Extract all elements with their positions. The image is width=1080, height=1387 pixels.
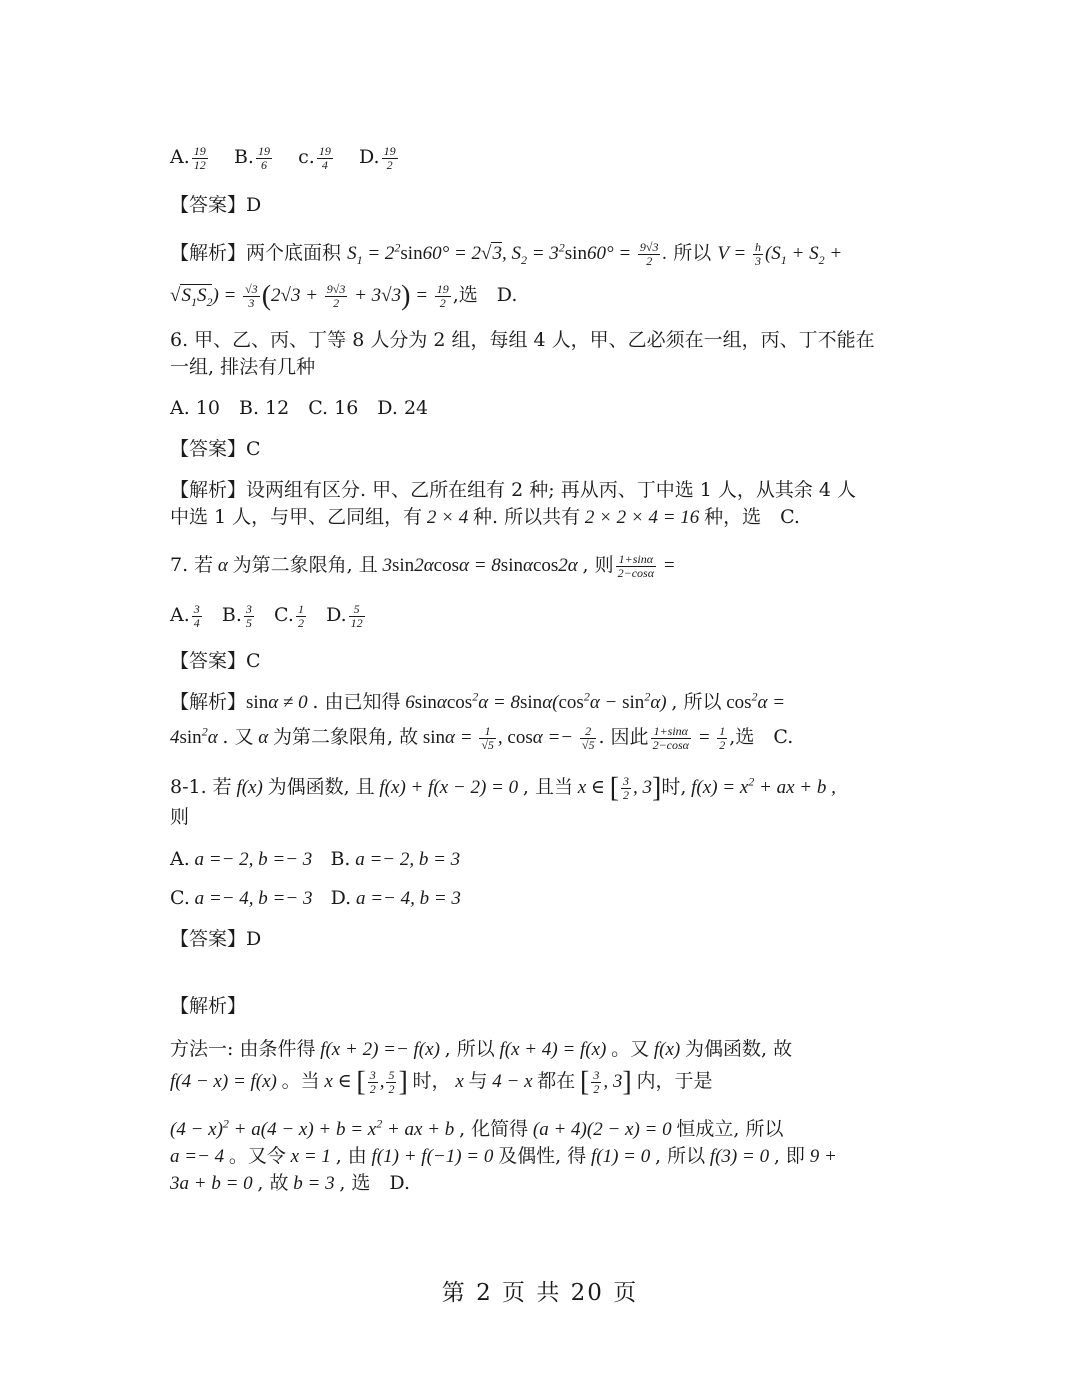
- analysis-text: , 由: [335, 1145, 367, 1167]
- analysis-text: , 故: [257, 1172, 289, 1194]
- stem-text: 为偶函数, 且: [267, 776, 375, 798]
- q5-analysis-line2: $√S_1S_2$) = $\frac{√3}{3}$ (2√3 + $\frac{9√3}{2}$ + 3√3) = $\frac{19}{2}$ ,选 D.: [170, 280, 518, 312]
- q5-option-c-frac: $\frac{19}{4}$: [318, 143, 331, 172]
- analysis-text: , 选 D.: [339, 1172, 411, 1194]
- analysis-text: 。又: [611, 1038, 650, 1060]
- analysis-label: 【解析】: [170, 691, 247, 713]
- q6-stem-line1: 6. 甲、乙、丙、丁等 8 人分为 2 组，每组 4 人，甲、乙必须在一组，丙、丁不能在: [170, 329, 875, 351]
- q8-option-d-label: D.: [330, 887, 352, 909]
- q5-answer: 【答案】D: [170, 194, 262, 216]
- analysis-text: . 又: [222, 726, 254, 748]
- q8-stem-line2: 则: [170, 806, 190, 828]
- analysis-text: , 所以: [671, 691, 722, 713]
- analysis-text: . 由已知得: [312, 691, 401, 713]
- q7-analysis-line2: $4\sin^2\alpha$ . 又 α 为第二象限角, 故 sinα = $\frac{1}{√5}$ , cosα =− $\frac{2}{√5}$ . 因此 $\frac{1+\sin\alpha}{2-\cos\alpha}$ = $\frac{1}{2}$ ,选 C.: [170, 723, 794, 752]
- analysis-text: 都在: [537, 1070, 576, 1092]
- stem-text: 7. 若: [170, 554, 214, 576]
- q5-option-b-frac: $\frac{19}{6}$: [257, 143, 270, 172]
- q8-answer: 【答案】D: [170, 928, 262, 950]
- q7-analysis-line1: 【解析】sinα ≠ 0 . 由已知得 $6\sin\alpha\cos^2\alpha = 8\sin\alpha(\cos^2\alpha - \sin^2\alpha)$ , 所以 $\cos^2\alpha$ =: [170, 689, 786, 713]
- q8-analysis-label: 【解析】: [170, 995, 247, 1017]
- q7-option-c-label: C.: [274, 604, 294, 626]
- q6-stem-line2: 一组, 排法有几种: [170, 356, 316, 378]
- q8-options-cd: C. a =− 4, b =− 3 D. a =− 4, b = 3: [170, 887, 461, 909]
- analysis-label: 【解析】: [170, 242, 247, 264]
- q5-option-c-label: c.: [298, 146, 315, 168]
- analysis-text: . 因此: [598, 726, 649, 748]
- analysis-text: 两个底面积: [246, 242, 342, 264]
- analysis-text: , 化简得: [459, 1118, 529, 1140]
- analysis-text: 。当: [281, 1070, 320, 1092]
- q7-option-a-label: A.: [170, 604, 190, 626]
- analysis-text: 中选 1 人，与甲、乙同组，有: [170, 506, 423, 528]
- q8-analysis-line1: 方法一: 由条件得 f(x + 2) =− f(x) , 所以 f(x + 4) = f(x) 。又 f(x) 为偶函数, 故: [170, 1038, 793, 1060]
- q5-option-a-label: A.: [170, 146, 190, 168]
- q8-stem-line1: 8-1. 若 f(x) 为偶函数, 且 f(x) + f(x − 2) = 0 , 且当 x ∈ [ $\frac{3}{2}$ , 3]时, $f(x) = x^2$ + ax + b ,: [170, 772, 836, 804]
- stem-text: 为第二象限角, 且: [232, 554, 378, 576]
- stem-text: , 且当: [522, 776, 573, 798]
- analysis-text: 及偶性, 得: [498, 1145, 587, 1167]
- analysis-text: 为偶函数, 故: [685, 1038, 793, 1060]
- analysis-text: 种，选 C.: [704, 506, 800, 528]
- q8-analysis-line3: $(4 - x)^2 + a(4 - x) + b = x^2$ + ax + b , 化简得 (a + 4)(2 − x) = 0 恒成立, 所以: [170, 1116, 784, 1140]
- stem-text: 时,: [661, 776, 687, 798]
- q8-option-c-label: C.: [170, 887, 190, 909]
- analysis-text: ,选 D.: [452, 284, 518, 306]
- analysis-text: ,选 C.: [729, 726, 794, 748]
- analysis-text: , 所以: [444, 1038, 495, 1060]
- analysis-text: , 所以: [654, 1145, 706, 1167]
- page-footer: 第 2 页 共 20 页: [441, 1280, 639, 1306]
- analysis-text: 恒成立, 所以: [676, 1118, 784, 1140]
- q8-analysis-line4: a =− 4 。又令 x = 1 , 由 f(1) + f(−1) = 0 及偶性, 得 f(1) = 0 , 所以 f(3) = 0 , 即 9 +: [170, 1145, 837, 1167]
- analysis-text: 内，于是: [636, 1070, 713, 1092]
- q5-analysis-line1: 【解析】两个底面积 $S_1 = 2^2\sin 60^\circ = 2√3$, $S_2 = 3^2\sin 60^\circ$ = $\frac{9√3}{2}$ . 所以 V = $\frac{h}{3}$ ($S_1 + S_2$ +: [170, 239, 843, 268]
- analysis-text: 与: [468, 1070, 488, 1092]
- analysis-text: 为第二象限角, 故: [273, 726, 419, 748]
- q8-analysis-line5: 3a + b = 0 , 故 b = 3 , 选 D.: [170, 1172, 411, 1194]
- q6-options: A. 10 B. 12 C. 16 D. 24: [170, 397, 429, 419]
- analysis-text: 方法一: 由条件得: [170, 1038, 316, 1060]
- q6-answer: 【答案】C: [170, 438, 261, 460]
- q5-option-a-frac: $\frac{19}{12}$: [193, 143, 206, 172]
- analysis-text: 所以: [673, 242, 712, 264]
- analysis-text: 。又令: [228, 1145, 286, 1167]
- q8-option-b-label: B.: [330, 848, 351, 870]
- q7-options: A. $\frac{3}{4}$ B. $\frac{3}{5}$ C. $\frac{1}{2}$ D. $\frac{5}{12}$: [170, 601, 363, 630]
- q7-answer: 【答案】C: [170, 650, 261, 672]
- stem-text: 8-1. 若: [170, 776, 232, 798]
- q5-option-b-label: B.: [233, 146, 254, 168]
- analysis-text: 时，: [412, 1070, 451, 1092]
- q7-stem: 7. 若 α 为第二象限角, 且 3sin2αcosα = 8sinαcos2α , 则 $\frac{1+\sin\alpha}{2-\cos\alpha}$ =: [170, 551, 676, 580]
- q8-option-a-label: A.: [170, 848, 190, 870]
- stem-text: , 则: [582, 554, 614, 576]
- q7-option-b-label: B.: [221, 604, 242, 626]
- q7-option-d-label: D.: [326, 604, 347, 626]
- q5-option-d-frac: $\frac{19}{2}$: [383, 143, 396, 172]
- analysis-text: , 即: [773, 1145, 805, 1167]
- q5-options: [170, 144, 400, 172]
- q6-analysis-line2: 中选 1 人，与甲、乙同组，有 2 × 4 种. 所以共有 2 × 2 × 4 = 16 种，选 C.: [170, 506, 800, 528]
- analysis-text: 种. 所以共有: [473, 506, 581, 528]
- q8-options-ab: A. a =− 2, b =− 3 B. a =− 2, b = 3: [170, 848, 461, 870]
- q8-analysis-line2: f(4 − x) = f(x) 。当 x ∈ [ $\frac{3}{2}$ , $\frac{5}{2}$ ] 时， x 与 4 − x 都在 [ $\frac{3}{2}$ , 3] 内，于是: [170, 1066, 713, 1098]
- q5-option-d-label: D.: [358, 146, 380, 168]
- q6-analysis-line1: 【解析】设两组有区分. 甲、乙所在组有 2 种; 再从丙、丁中选 1 人，从其余 4 人: [170, 479, 857, 501]
